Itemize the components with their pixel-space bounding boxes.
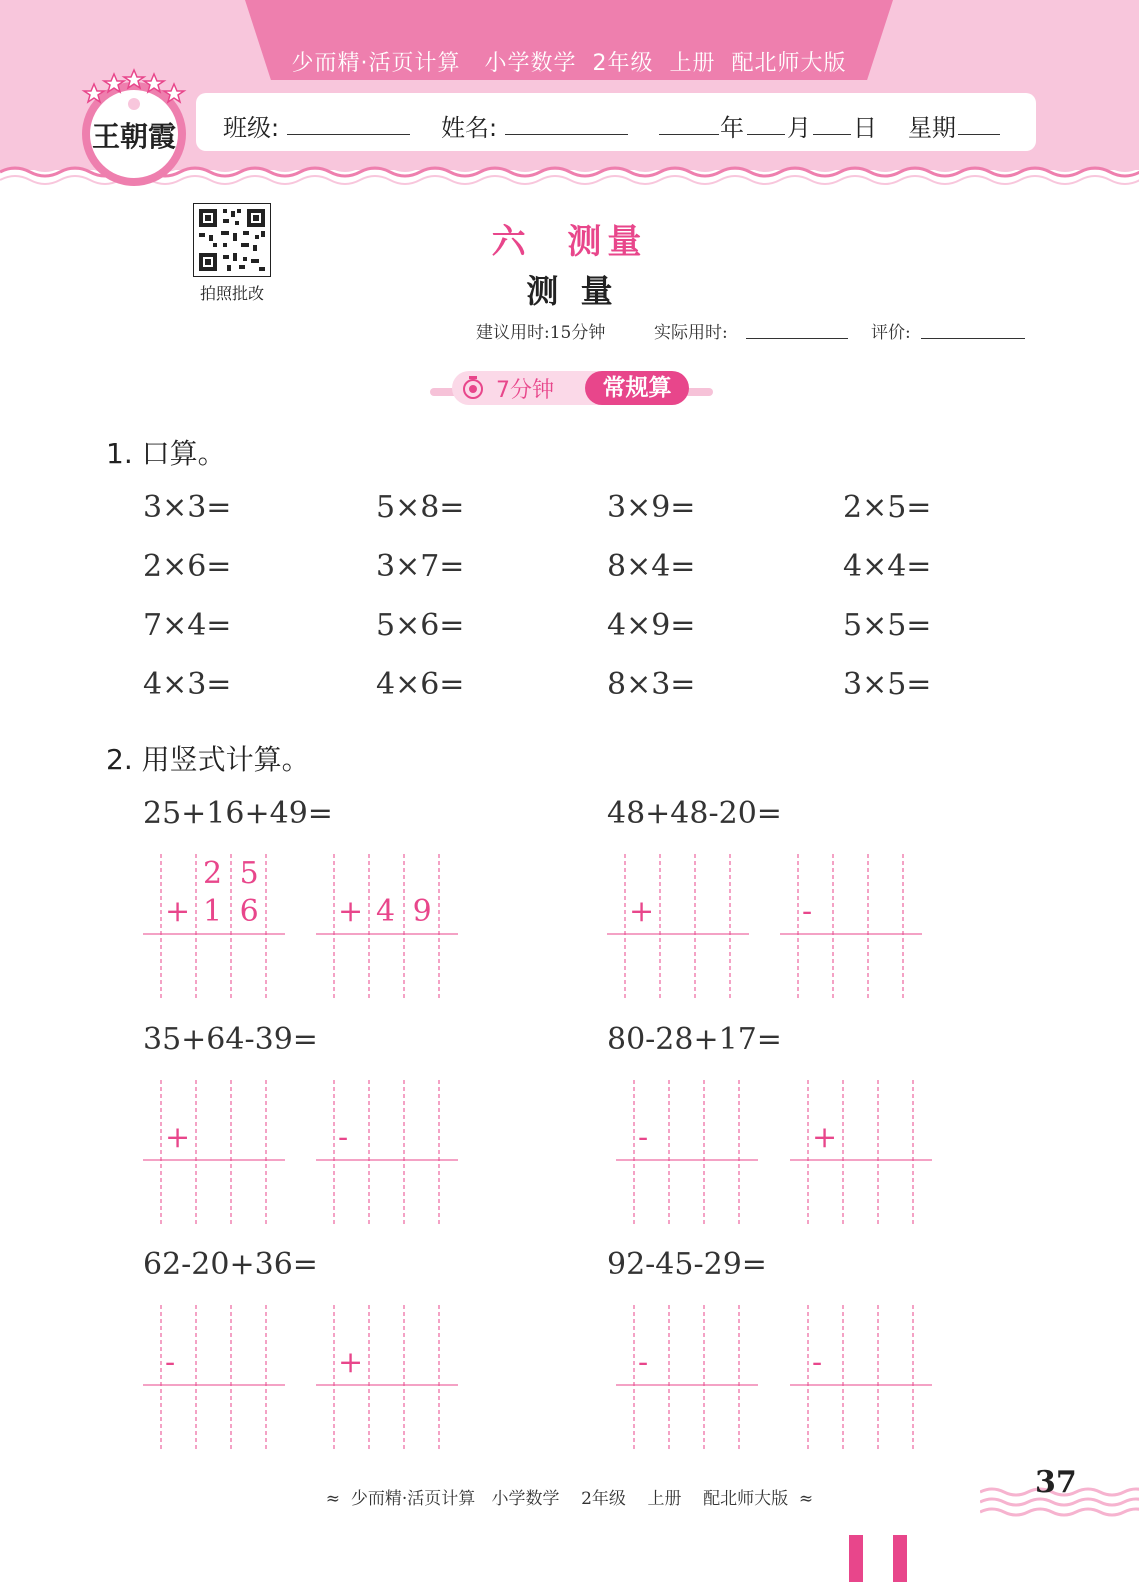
- addend-top: 2 5: [203, 856, 263, 891]
- actual-time-field[interactable]: [746, 338, 848, 339]
- column-problem: 92-45-29=: [607, 1247, 767, 1282]
- rating-label: 评价:: [871, 323, 911, 343]
- series-title: 少而精·活页计算 小学数学 2年级 上册 配北师大版: [291, 51, 847, 76]
- vertical-calc-grid[interactable]: [790, 1305, 932, 1450]
- oral-problem: 4×3=: [143, 667, 232, 702]
- operator-sign: +: [165, 1120, 191, 1155]
- vertical-calc-grid[interactable]: [790, 1080, 932, 1225]
- column-problem: 48+48-20=: [607, 796, 782, 831]
- oral-problem: 5×6=: [376, 608, 465, 643]
- q2-title: 2. 用竖式计算。: [106, 743, 310, 776]
- vertical-calc-grid[interactable]: [780, 854, 922, 999]
- rating-field[interactable]: [921, 338, 1025, 339]
- addend-middle: 1 6: [203, 894, 263, 929]
- oral-problem: 8×4=: [607, 549, 696, 584]
- oral-problem: 4×9=: [607, 608, 696, 643]
- vertical-calc-grid[interactable]: [316, 1080, 458, 1225]
- vertical-calc-grid[interactable]: [143, 854, 285, 999]
- operator-sign: +: [812, 1120, 838, 1155]
- operator-sign: -: [802, 894, 813, 929]
- logo-text: 王朝霞: [91, 120, 176, 153]
- suggested-time: 建议用时:15分钟: [476, 323, 606, 343]
- lesson-title: 测 量: [526, 272, 613, 310]
- column-problem: 25+16+49=: [143, 796, 333, 831]
- oral-problem: 3×9=: [607, 490, 696, 525]
- oral-problem: 5×5=: [843, 608, 932, 643]
- operator-sign: +: [338, 894, 364, 929]
- chapter-title: 六 测量: [491, 222, 648, 262]
- oral-problem: 3×5=: [843, 667, 932, 702]
- operator-sign: -: [812, 1345, 823, 1380]
- name-label: 姓名:: [441, 114, 498, 142]
- oral-problem: 3×7=: [376, 549, 465, 584]
- column-problem: 80-28+17=: [607, 1022, 782, 1057]
- class-field[interactable]: [287, 134, 410, 135]
- oral-problem: 4×4=: [843, 549, 932, 584]
- vertical-calc-grid[interactable]: [607, 854, 749, 999]
- column-problem: 35+64-39=: [143, 1022, 318, 1057]
- vertical-calc-grid[interactable]: [616, 1080, 758, 1225]
- addend-middle: 4 9: [376, 894, 436, 929]
- operator-sign: +: [165, 894, 191, 929]
- vertical-calc-grid[interactable]: [316, 854, 458, 999]
- operator-sign: -: [338, 1120, 349, 1155]
- oral-problem: 2×6=: [143, 549, 232, 584]
- operator-sign: -: [638, 1120, 649, 1155]
- operator-sign: -: [638, 1345, 649, 1380]
- badge-tag: 常规算: [585, 371, 689, 405]
- operator-sign: +: [629, 894, 655, 929]
- oral-problem: 3×3=: [143, 490, 232, 525]
- oral-problem: 8×3=: [607, 667, 696, 702]
- vertical-calc-grid[interactable]: [616, 1305, 758, 1450]
- vertical-calc-grid[interactable]: [316, 1305, 458, 1450]
- oral-problem: 4×6=: [376, 667, 465, 702]
- year-label: 年: [720, 114, 744, 142]
- badge-time: 7分钟: [496, 378, 554, 403]
- page-number: 37: [1035, 1465, 1077, 1500]
- footer-text: ≈ 少而精·活页计算 小学数学 2年级 上册 配北师大版 ≈: [325, 1489, 814, 1509]
- weekday-label: 星期: [908, 114, 956, 142]
- day-label: 日: [853, 114, 877, 142]
- year-field[interactable]: [659, 134, 719, 135]
- vertical-calc-grid[interactable]: [143, 1305, 285, 1450]
- timer-icon: [460, 375, 486, 401]
- oral-problem: 2×5=: [843, 490, 932, 525]
- q1-title: 1. 口算。: [106, 437, 226, 470]
- month-field[interactable]: [747, 134, 785, 135]
- day-field[interactable]: [813, 134, 851, 135]
- oral-problem: 5×8=: [376, 490, 465, 525]
- operator-sign: -: [165, 1345, 176, 1380]
- column-problem: 62-20+36=: [143, 1247, 318, 1282]
- name-field[interactable]: [505, 134, 628, 135]
- weekday-field[interactable]: [958, 134, 1000, 135]
- qr-label: 拍照批改: [199, 284, 264, 303]
- month-label: 月: [787, 114, 811, 142]
- tab-marker-2: [893, 1535, 907, 1582]
- operator-sign: +: [338, 1345, 364, 1380]
- tab-marker-1: [849, 1535, 863, 1582]
- oral-problem: 7×4=: [143, 608, 232, 643]
- class-label: 班级:: [223, 114, 280, 142]
- actual-time-label: 实际用时:: [654, 323, 728, 343]
- vertical-calc-grid[interactable]: [143, 1080, 285, 1225]
